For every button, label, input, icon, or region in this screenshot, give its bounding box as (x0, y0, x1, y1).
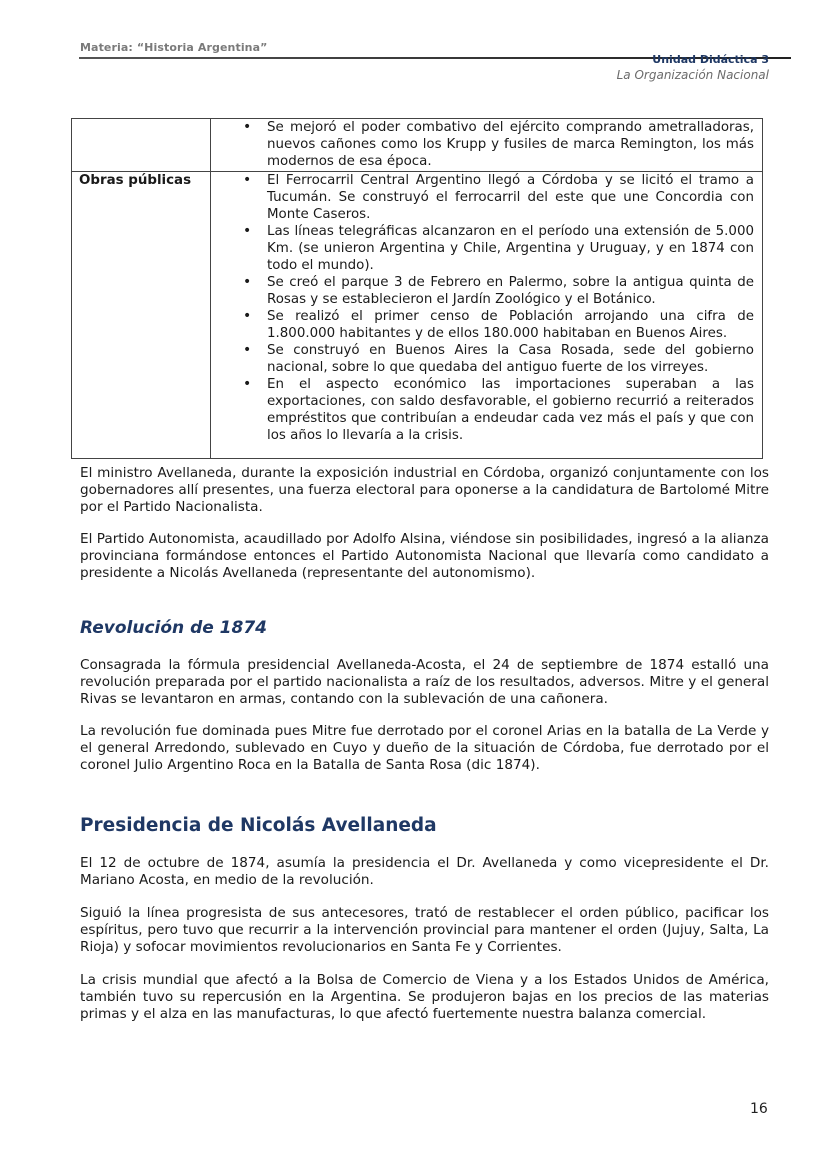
section-heading-revolucion: Revolución de 1874 (80, 618, 267, 638)
public-works-table (71, 118, 763, 459)
paragraph: El Partido Autonomista, acaudillado por Adolfo Alsina, viéndose sin posibilidades, ingresó a la alianza provinciana formándose entonces el Partido Autonomista Nacional que llevaría como candidato a presidente a Nicolás Avellaneda (representante del autonomismo). (80, 531, 769, 581)
subject-header: Materia: “Historia Argentina” (80, 41, 268, 54)
list-item: • Las líneas telegráficas alcanzaron en el período una extensión de 5.000 Km. (se unieron Argentina y Chile, Argentina y Uruguay, y en 1874 con todo el mundo). (267, 223, 754, 274)
paragraph: La crisis mundial que afectó a la Bolsa de Comercio de Viena y a los Estados Unidos de América, también tuvo su repercusión en la Argentina. Se produjeron bajas en los precios de las materias primas y el alza en las manufacturas, lo que afectó fuertemente nuestra balanza comercial. (80, 972, 769, 1022)
paragraph: El 12 de octubre de 1874, asumía la presidencia el Dr. Avellaneda y como vicepresidente el Dr. Mariano Acosta, en medio de la revolución. (80, 855, 769, 888)
unit-subtitle: La Organización Nacional (616, 68, 769, 82)
list-item: • Se realizó el primer censo de Población arrojando una cifra de 1.800.000 habitantes y de ellos 180.000 habitaban en Buenos Aires. (267, 308, 754, 342)
bullet-list (211, 172, 754, 444)
table-category-cell (72, 119, 211, 172)
list-item: • En el aspecto económico las importaciones superaban a las exportaciones, con saldo desfavorable, el gobierno recurrió a reiterados empréstitos que contribuían a endeudar cada vez más el país y que con los años lo llevaría a la crisis. (267, 376, 754, 444)
section-heading-presidencia: Presidencia de Nicolás Avellaneda (80, 815, 437, 836)
list-item: • Se creó el parque 3 de Febrero en Palermo, sobre la antigua quinta de Rosas y se establecieron el Jardín Zoológico y el Botánico. (267, 274, 754, 308)
paragraph: El ministro Avellaneda, durante la exposición industrial en Córdoba, organizó conjuntamente con los gobernadores allí presentes, una fuerza electoral para oponerse a la candidatura de Bartolomé Mitre por el Partido Nacionalista. (80, 465, 769, 515)
paragraph: Siguió la línea progresista de sus antecesores, trató de restablecer el orden público, pacificar los espíritus, pero tuvo que recurrir a la intervención provincial para mantener el orden (Jujuy, Salta, La Rioja) y sofocar movimientos revolucionarios en Santa Fe y Corrientes. (80, 905, 769, 955)
paragraph: Consagrada la fórmula presidencial Avellaneda-Acosta, el 24 de septiembre de 1874 estalló una revolución preparada por el partido nacionalista a raíz de los resultados, adversos. Mitre y el general Rivas se levantaron en armas, contando con la sublevación de una cañonera. (80, 657, 769, 707)
table-items-cell (211, 119, 763, 172)
page-number: 16 (750, 1101, 768, 1117)
table-items-cell (211, 172, 763, 459)
unit-title: Unidad Didáctica 3 (652, 53, 769, 66)
list-item: • Se construyó en Buenos Aires la Casa Rosada, sede del gobierno nacional, sobre lo que quedaba del antiguo fuerte de los virreyes. (267, 342, 754, 376)
bullet-list (211, 119, 754, 170)
table-row (72, 172, 763, 459)
table-row (72, 119, 763, 172)
paragraph: La revolución fue dominada pues Mitre fue derrotado por el coronel Arias en la batalla de La Verde y el general Arredondo, sublevado en Cuyo y dueño de la situación de Córdoba, fue derrotado por el coronel Julio Argentino Roca en la Batalla de Santa Rosa (dic 1874). (80, 723, 769, 773)
list-item: • Se mejoró el poder combativo del ejército comprando ametralladoras, nuevos cañones como los Krupp y fusiles de marca Remington, los más modernos de esa época. (267, 119, 754, 170)
table-category-cell: Obras públicas (72, 172, 211, 459)
list-item: • El Ferrocarril Central Argentino llegó a Córdoba y se licitó el tramo a Tucumán. Se construyó el ferrocarril del este que une Concordia con Monte Caseros. (267, 172, 754, 223)
